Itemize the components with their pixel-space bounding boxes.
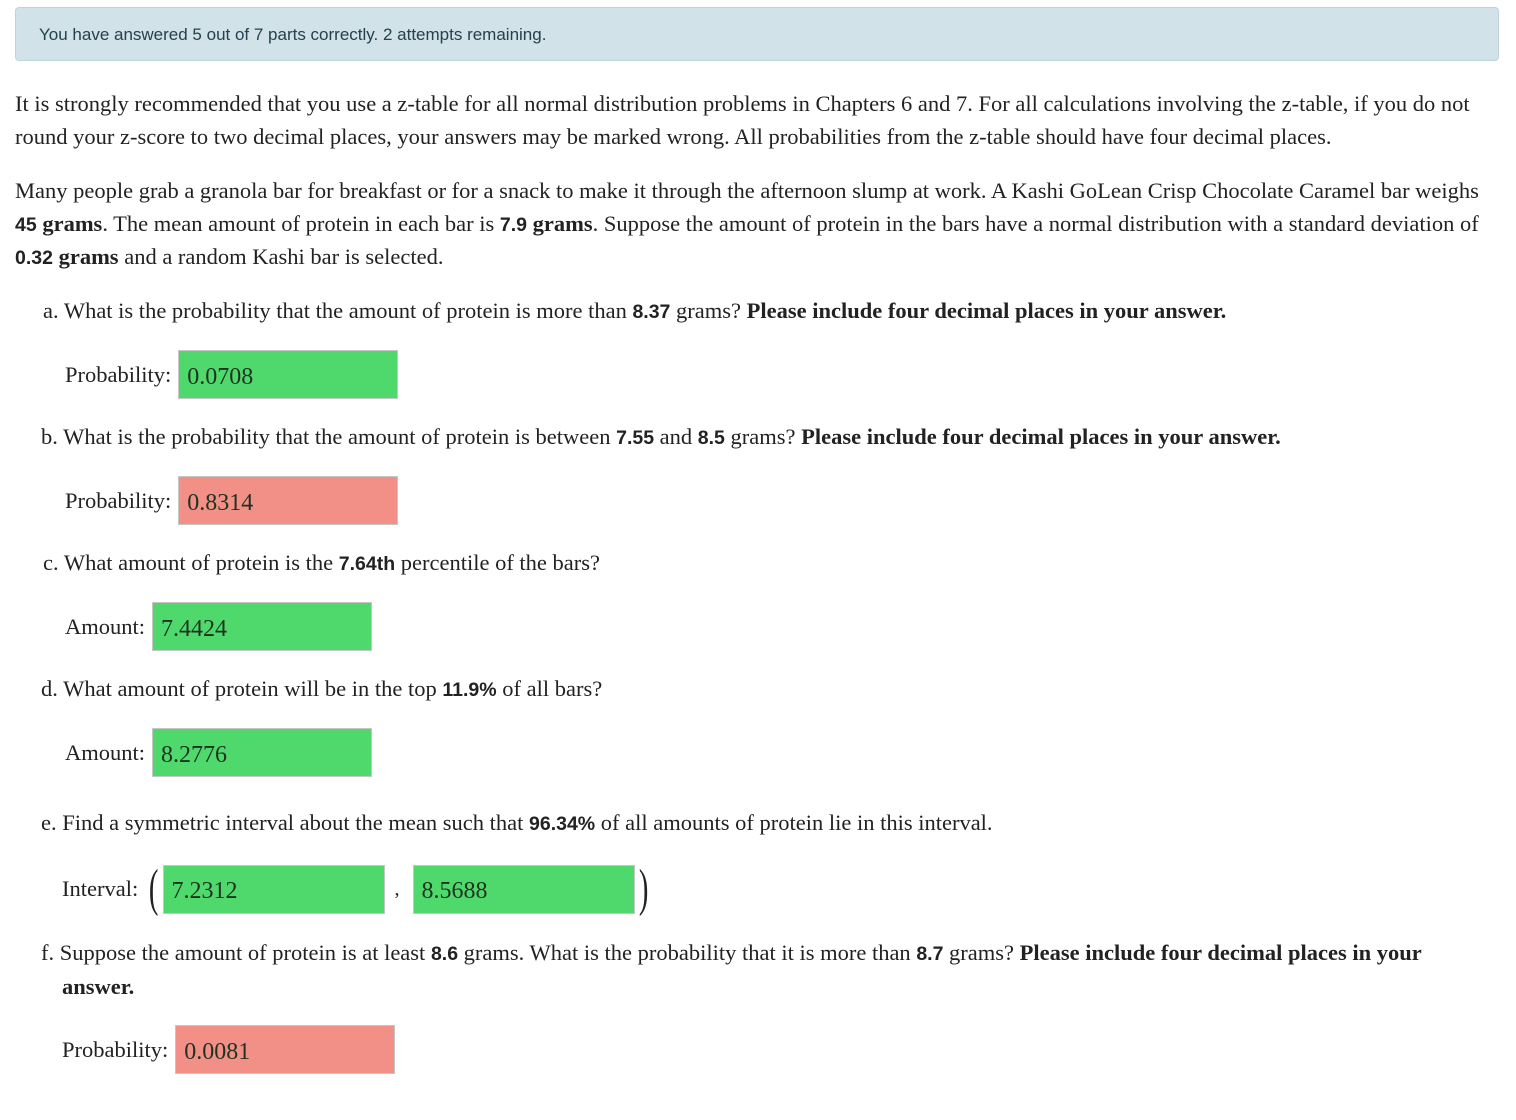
question-f [41,937,1471,1003]
answer-a-input[interactable] [178,350,398,399]
problem-text-3: . Suppose the amount of protein in the bars have a normal distribution with a standard deviation of [592,210,1479,236]
problem-statement [15,175,1505,275]
problem-text-4: and a random Kashi bar is selected. [118,244,444,269]
question-f-unit2: grams [949,940,1005,965]
question-a-prefix: a. What is the probability that the amount of protein is more than [43,298,633,323]
question-b-value2: 8.5 [697,427,725,449]
question-f-suffix: ? [1004,940,1020,965]
question-f-emphasis-2: answer. [62,973,135,999]
question-b-mid: and [654,424,698,449]
weight-unit: grams [42,210,103,236]
question-a-suffix: ? [731,298,747,323]
question-d-suffix: of all bars? [496,676,603,701]
problem-text-2: . The mean amount of protein in each bar is [102,210,500,236]
question-e-value: 96.34% [529,813,596,835]
interval-open-paren: ( [149,860,159,917]
answer-c-input[interactable] [152,602,372,651]
question-f-mid: . What is the probability that it is more than [518,940,917,965]
answer-f-label: Probability: [62,1036,169,1062]
sd-unit: grams [58,244,119,269]
question-d-value: 11.9% [442,679,497,701]
question-b-value1: 7.55 [616,427,655,449]
question-a-value: 8.37 [632,301,671,323]
question-c-prefix: c. What amount of protein is the [43,550,339,575]
answer-b-input[interactable] [178,476,398,525]
interval-lower-input[interactable] [163,865,385,914]
question-a [43,295,1226,329]
protein-mean: 7.9 [499,213,528,236]
question-f-emphasis-1: Please include four decimal places in your [1019,940,1422,965]
question-c [43,547,600,581]
answer-f-row [62,1025,395,1074]
answer-e-row [62,860,652,917]
question-f-unit1: grams [463,940,519,965]
question-d [41,673,602,707]
question-d-prefix: d. What amount of protein will be in the top [41,676,443,701]
answer-e-label: Interval: [62,876,139,901]
interval-upper-input[interactable] [413,865,635,914]
answer-f-input[interactable] [175,1025,395,1074]
question-b-emphasis: Please include four decimal places in your answer. [801,424,1281,449]
question-a-emphasis: Please include four decimal places in your answer. [746,298,1227,323]
bar-weight: 45 [15,213,37,236]
answer-a-label: Probability: [65,361,172,387]
answer-a-row [65,350,398,399]
attempts-status-text: You have answered 5 out of 7 parts correctly. 2 attempts remaining. [39,25,547,44]
mean-unit: grams [532,210,593,236]
question-e-suffix: of all amounts of protein lie in this interval. [595,810,993,835]
answer-c-row [65,602,372,651]
answer-d-input[interactable] [152,728,372,777]
question-c-suffix: percentile of the bars? [395,550,601,575]
question-b-prefix: b. What is the probability that the amount of protein is between [41,424,617,449]
question-f-value2: 8.7 [916,943,944,965]
question-b-suffix: ? [785,424,802,449]
question-b [41,421,1281,455]
interval-separator: , [394,877,400,900]
answer-d-label: Amount: [65,739,146,765]
interval-close-paren: ) [638,860,648,917]
protein-sd: 0.32 [15,247,53,269]
answer-b-row [65,476,398,525]
problem-text-1: Many people grab a granola bar for breakfast or for a snack to make it through the afternoon slump at work. A Kashi GoLean Crisp Chocolate Caramel bar weighs [15,178,1479,203]
question-b-unit: grams [730,424,786,449]
answer-c-label: Amount: [65,613,146,639]
attempts-status-banner [15,7,1499,61]
question-e [41,807,993,841]
question-a-unit: grams [676,298,732,323]
question-c-value: 7.64th [338,553,396,575]
answer-d-row [65,728,372,777]
question-f-prefix: f. Suppose the amount of protein is at least [41,940,431,965]
answer-b-label: Probability: [65,487,172,513]
question-e-prefix: e. Find a symmetric interval about the mean such that [41,810,529,835]
instructions-paragraph: It is strongly recommended that you use a z-table for all normal distribution problems in Chapters 6 and 7. For all calculations involving the z-table, if you do not round your z-score to two decimal places, your answers may be marked wrong. All probabilities from the z-table should have four decimal places. [15,91,1470,149]
question-f-value1: 8.6 [430,943,459,965]
